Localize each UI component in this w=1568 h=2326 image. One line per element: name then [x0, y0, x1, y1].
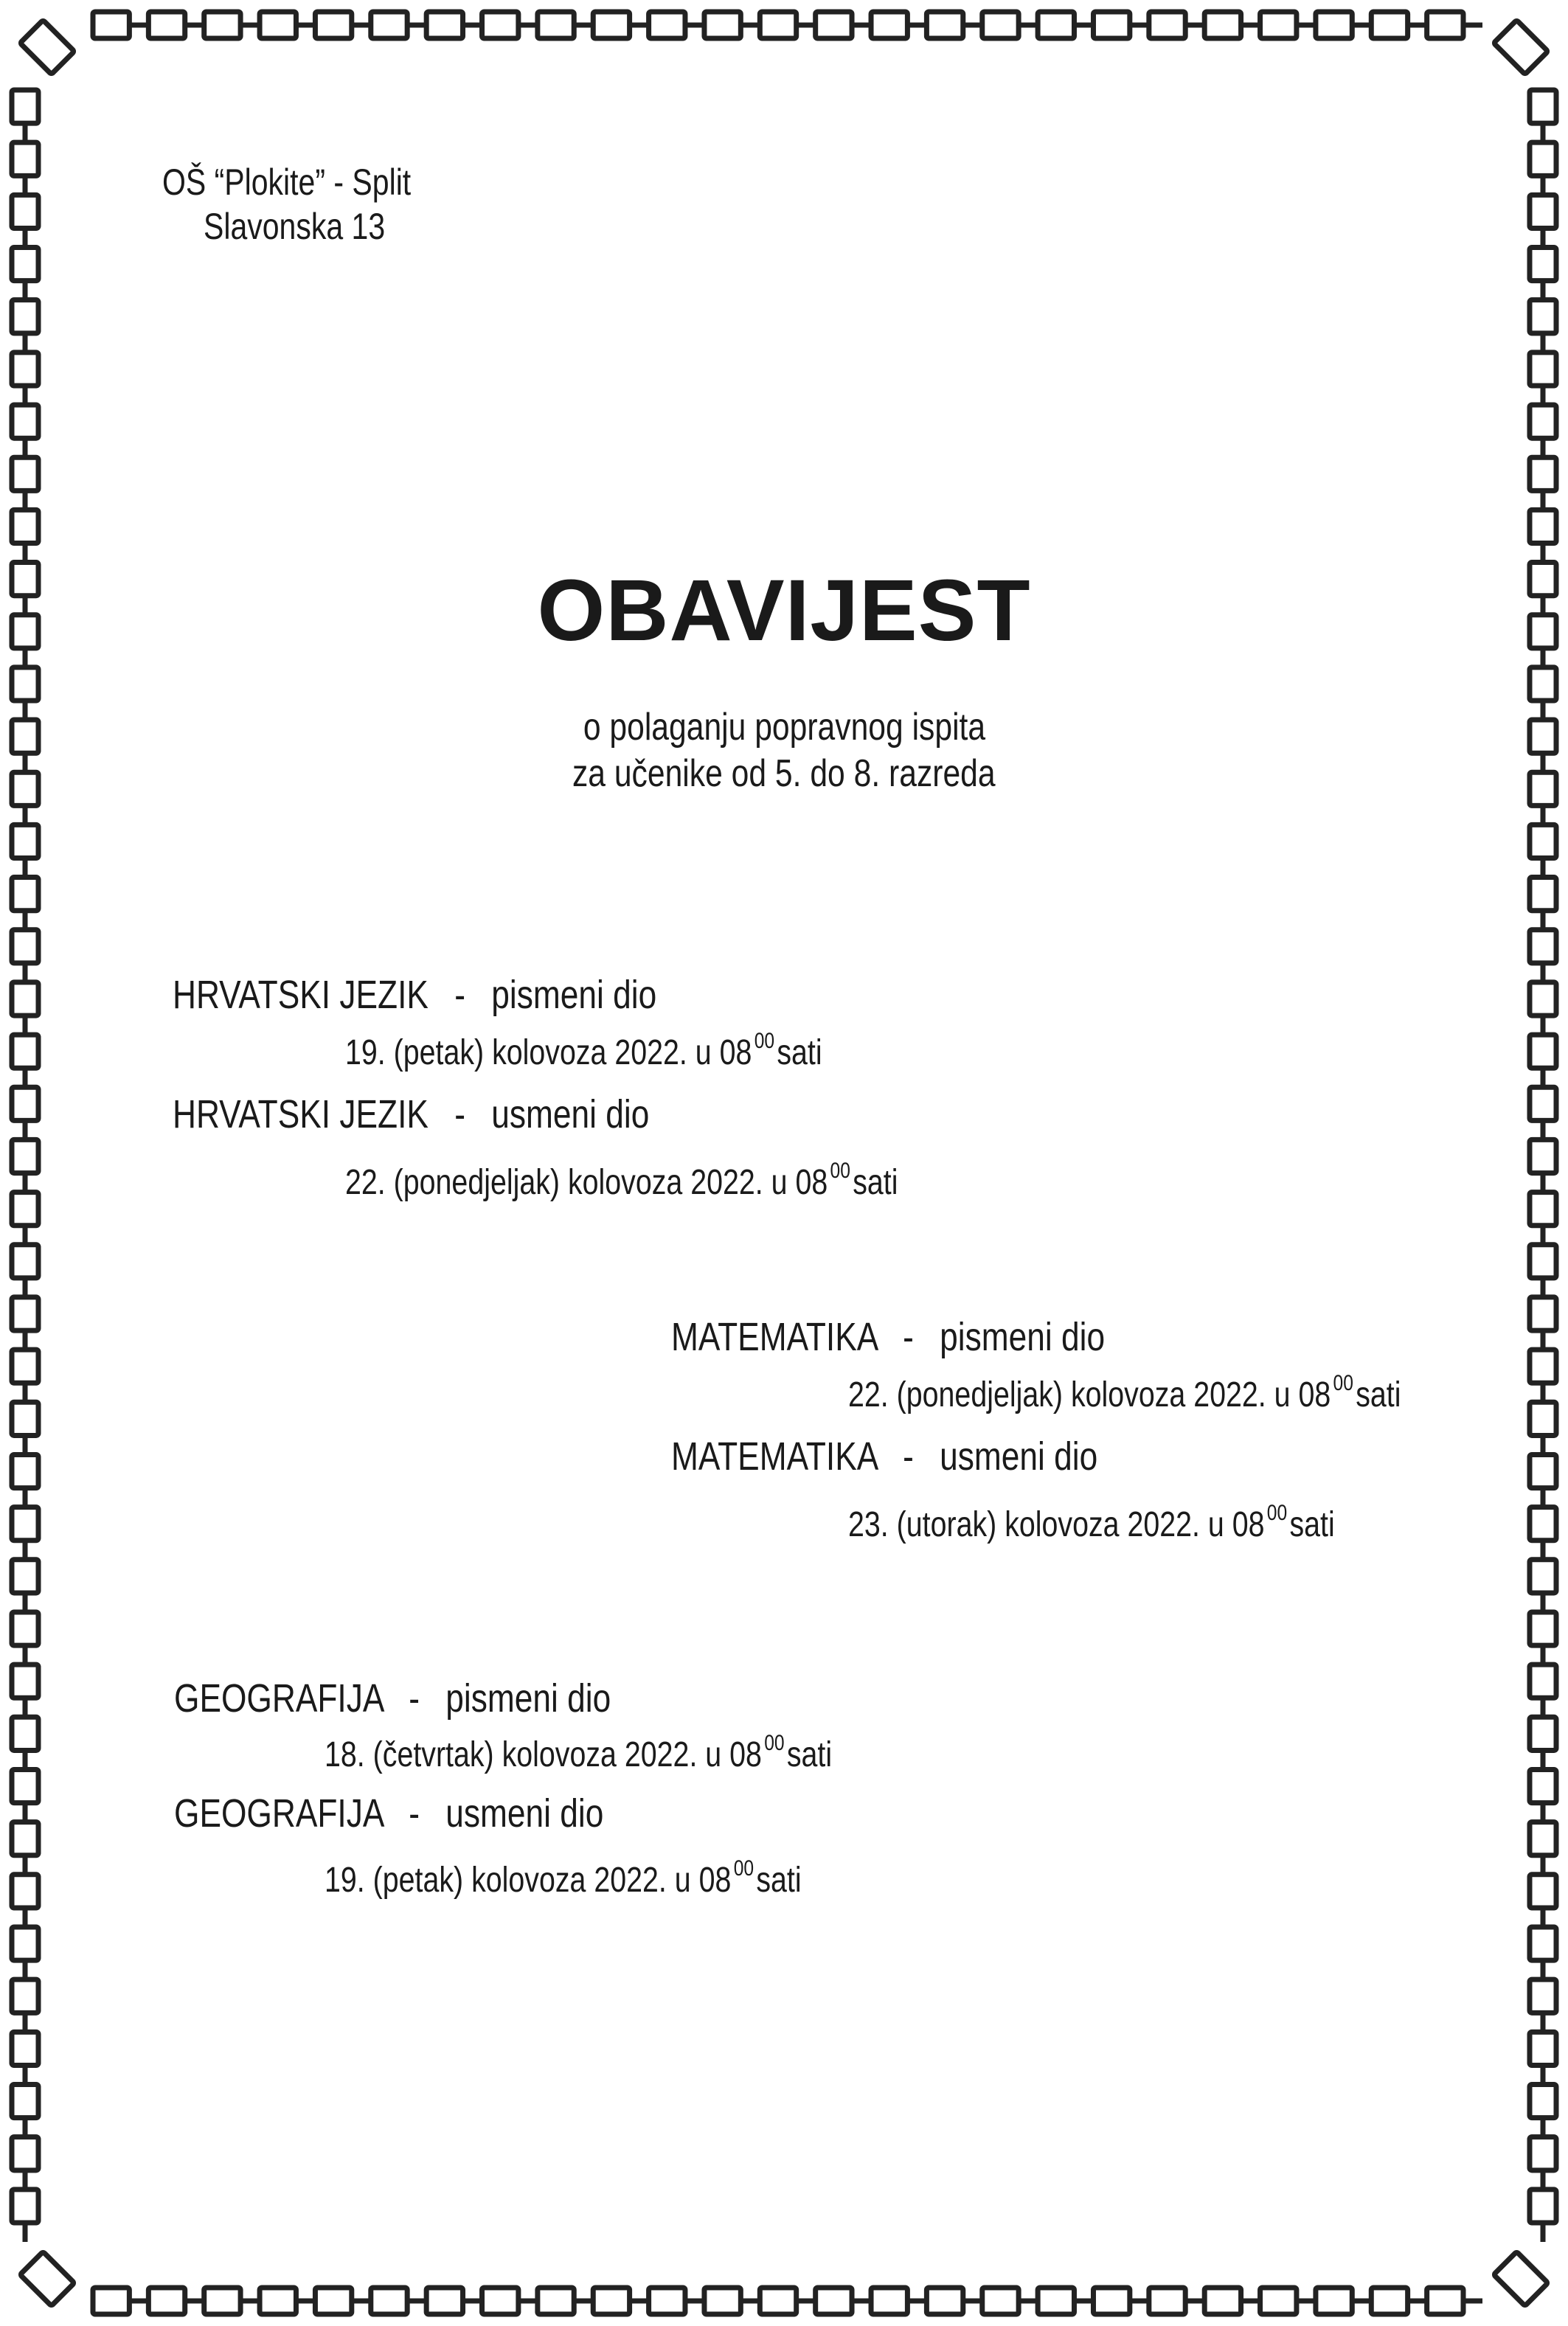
- chain-link: [12, 2032, 38, 2065]
- chain-link: [12, 824, 38, 858]
- chain-link: [1530, 930, 1556, 963]
- chain-link: [1530, 457, 1556, 490]
- chain-link: [12, 1664, 38, 1698]
- chain-link: [12, 510, 38, 543]
- separator: -: [409, 1676, 420, 1721]
- chain-link: [12, 1402, 38, 1435]
- chain-link: [12, 142, 38, 176]
- chain-link: [1530, 248, 1556, 281]
- subject-name: GEOGRAFIJA: [174, 1791, 383, 1836]
- chain-link: [12, 878, 38, 911]
- croatian-written-heading: [173, 972, 656, 1018]
- chain-link: [12, 457, 38, 490]
- chain-link: [371, 2288, 407, 2314]
- chain-link: [1427, 2288, 1463, 2314]
- chain-link: [1371, 2288, 1407, 2314]
- chain-link: [12, 353, 38, 386]
- chain-link: [12, 1192, 38, 1226]
- subject-name: HRVATSKI JEZIK: [173, 973, 429, 1017]
- chain-link: [20, 20, 74, 74]
- exam-part: usmeni dio: [445, 1791, 604, 1836]
- chain-link: [1530, 510, 1556, 543]
- chain-link: [12, 248, 38, 281]
- school-name: OŠ “Plokite” - Split: [162, 162, 412, 203]
- chain-link: [1204, 12, 1241, 38]
- chain-link: [1530, 1035, 1556, 1068]
- chain-link: [1494, 2252, 1548, 2306]
- chain-link: [1530, 824, 1556, 858]
- chain-link: [1530, 1979, 1556, 2013]
- chain-link: [1530, 1560, 1556, 1593]
- chain-link: [1530, 1664, 1556, 1698]
- exam-part: pismeni dio: [445, 1676, 611, 1721]
- chain-link: [593, 12, 629, 38]
- chain-link: [1530, 878, 1556, 911]
- chain-link: [1530, 1822, 1556, 1855]
- chain-link: [12, 1454, 38, 1487]
- subject-name: HRVATSKI JEZIK: [173, 1092, 429, 1136]
- chain-link: [1093, 12, 1129, 38]
- chain-link: [12, 1717, 38, 1750]
- chain-link: [1530, 1192, 1556, 1226]
- chain-link: [649, 2288, 685, 2314]
- exam-part: usmeni dio: [940, 1434, 1098, 1479]
- subject-name: GEOGRAFIJA: [174, 1676, 383, 1721]
- chain-link: [315, 12, 351, 38]
- chain-link: [12, 1297, 38, 1330]
- chain-link: [12, 1927, 38, 1960]
- chain-link: [593, 2288, 629, 2314]
- math-oral-date: 23. (utorak) kolovoza 2022. u 08 $^{00}$sati: [848, 1501, 1335, 1544]
- chain-link: [260, 12, 296, 38]
- chain-link: [426, 12, 462, 38]
- school-address: Slavonska 13: [204, 206, 386, 247]
- chain-link: [1316, 12, 1352, 38]
- chain-link: [12, 1245, 38, 1278]
- chain-link: [1494, 20, 1548, 74]
- chain-link: [1204, 2288, 1241, 2314]
- separator: -: [903, 1434, 914, 1479]
- chain-link: [1316, 2288, 1352, 2314]
- chain-link: [982, 2288, 1019, 2314]
- subtitle-line-2: za učenike od 5. do 8. razreda: [572, 752, 996, 795]
- chain-link: [1530, 405, 1556, 438]
- time-minutes: 00: [830, 1159, 850, 1183]
- time-minutes: 00: [1266, 1501, 1288, 1525]
- chain-link: [816, 2288, 852, 2314]
- chain-link: [1149, 12, 1185, 38]
- exam-part: usmeni dio: [491, 1092, 650, 1136]
- chain-link: [1530, 195, 1556, 228]
- chain-link: [204, 2288, 240, 2314]
- geography-oral-heading: [174, 1791, 603, 1836]
- chain-link: [1530, 2190, 1556, 2223]
- chain-link: [1530, 2084, 1556, 2117]
- chain-link: [148, 12, 184, 38]
- chain-link: [12, 405, 38, 438]
- math-written-heading: [671, 1314, 1105, 1360]
- subtitle-line-1: o polaganju popravnog ispita: [583, 706, 985, 749]
- chain-link: [1530, 1245, 1556, 1278]
- math-written-date: 22. (ponedjeljak) kolovoza 2022. u 08 $^{00}$sati: [848, 1371, 1401, 1414]
- chain-link: [1530, 1875, 1556, 1908]
- exam-part: pismeni dio: [491, 973, 657, 1017]
- chain-link: [1530, 667, 1556, 701]
- separator: -: [903, 1315, 914, 1359]
- time-minutes: 00: [754, 1029, 775, 1053]
- chain-link: [482, 2288, 518, 2314]
- chain-link: [926, 2288, 962, 2314]
- chain-link: [1530, 2137, 1556, 2170]
- chain-link: [1149, 2288, 1185, 2314]
- chain-link: [1530, 90, 1556, 123]
- chain-link: [1038, 12, 1074, 38]
- separator: -: [454, 973, 465, 1017]
- chain-link: [12, 90, 38, 123]
- time-minutes: 00: [733, 1856, 754, 1881]
- chain-link: [148, 2288, 184, 2314]
- chain-link: [1530, 1297, 1556, 1330]
- chain-link: [649, 12, 685, 38]
- chain-link: [1530, 1402, 1556, 1435]
- chain-link: [12, 1035, 38, 1068]
- exam-part: pismeni dio: [940, 1315, 1106, 1359]
- chain-link: [1530, 1087, 1556, 1120]
- chain-link: [982, 12, 1019, 38]
- chain-link: [12, 1507, 38, 1541]
- chain-link: [12, 300, 38, 333]
- chain-link: [1530, 1769, 1556, 1802]
- croatian-written-date: 19. (petak) kolovoza 2022. u 08 $^{00}$sati: [345, 1029, 822, 1072]
- chain-link: [204, 12, 240, 38]
- chain-link: [482, 12, 518, 38]
- chain-link: [12, 1087, 38, 1120]
- geography-oral-date: 19. (petak) kolovoza 2022. u 08 $^{00}$sati: [325, 1856, 802, 1900]
- chain-link: [12, 2084, 38, 2117]
- chain-link: [371, 12, 407, 38]
- croatian-oral-date: 22. (ponedjeljak) kolovoza 2022. u 08 $^{00}$sati: [345, 1159, 898, 1202]
- chain-link: [93, 12, 129, 38]
- chain-link: [12, 667, 38, 701]
- chain-link: [426, 2288, 462, 2314]
- chain-link: [1530, 1454, 1556, 1487]
- chain-link: [1427, 12, 1463, 38]
- chain-link: [12, 930, 38, 963]
- chain-link: [1260, 2288, 1297, 2314]
- chain-link: [260, 2288, 296, 2314]
- chain-link: [1530, 353, 1556, 386]
- chain-link: [12, 1560, 38, 1593]
- chain-link: [926, 12, 962, 38]
- separator: -: [409, 1791, 420, 1836]
- chain-link: [1530, 300, 1556, 333]
- geography-written-date: 18. (četvrtak) kolovoza 2022. u 08 $^{00}$sati: [325, 1731, 833, 1774]
- chain-link: [1530, 2032, 1556, 2065]
- chain-link: [1530, 142, 1556, 176]
- chain-link: [1530, 1717, 1556, 1750]
- subject-name: MATEMATIKA: [671, 1434, 877, 1479]
- math-oral-heading: [671, 1434, 1097, 1479]
- chain-link: [538, 12, 574, 38]
- chain-link: [760, 12, 796, 38]
- chain-link: [12, 1612, 38, 1645]
- time-minutes: 00: [764, 1731, 785, 1755]
- chain-link: [12, 2190, 38, 2223]
- chain-link: [12, 1769, 38, 1802]
- chain-link: [315, 2288, 351, 2314]
- time-minutes: 00: [1333, 1371, 1353, 1395]
- subject-name: MATEMATIKA: [671, 1315, 877, 1359]
- chain-link: [1530, 1927, 1556, 1960]
- chain-link: [1093, 2288, 1129, 2314]
- croatian-oral-heading: [173, 1091, 649, 1137]
- chain-link: [1530, 982, 1556, 1016]
- chain-link: [1260, 12, 1297, 38]
- chain-link: [12, 1139, 38, 1173]
- separator: -: [454, 1092, 465, 1136]
- chain-link: [93, 2288, 129, 2314]
- chain-link: [760, 2288, 796, 2314]
- chain-link: [12, 1979, 38, 2013]
- chain-link: [1371, 12, 1407, 38]
- chain-link: [871, 2288, 907, 2314]
- chain-link: [20, 2252, 74, 2306]
- chain-link: [704, 2288, 740, 2314]
- chain-link: [12, 1875, 38, 1908]
- chain-link: [12, 195, 38, 228]
- chain-link: [12, 982, 38, 1016]
- chain-link: [871, 12, 907, 38]
- chain-link: [1038, 2288, 1074, 2314]
- chain-link: [12, 1350, 38, 1383]
- chain-link: [538, 2288, 574, 2314]
- chain-link: [12, 1822, 38, 1855]
- chain-link: [1530, 1507, 1556, 1541]
- chain-link: [12, 2137, 38, 2170]
- chain-link: [816, 12, 852, 38]
- geography-written-heading: [174, 1676, 611, 1721]
- chain-link: [1530, 1139, 1556, 1173]
- chain-link: [1530, 1350, 1556, 1383]
- chain-link: [1530, 1612, 1556, 1645]
- chain-link: [704, 12, 740, 38]
- page-title: OBAVIJEST: [537, 562, 1031, 659]
